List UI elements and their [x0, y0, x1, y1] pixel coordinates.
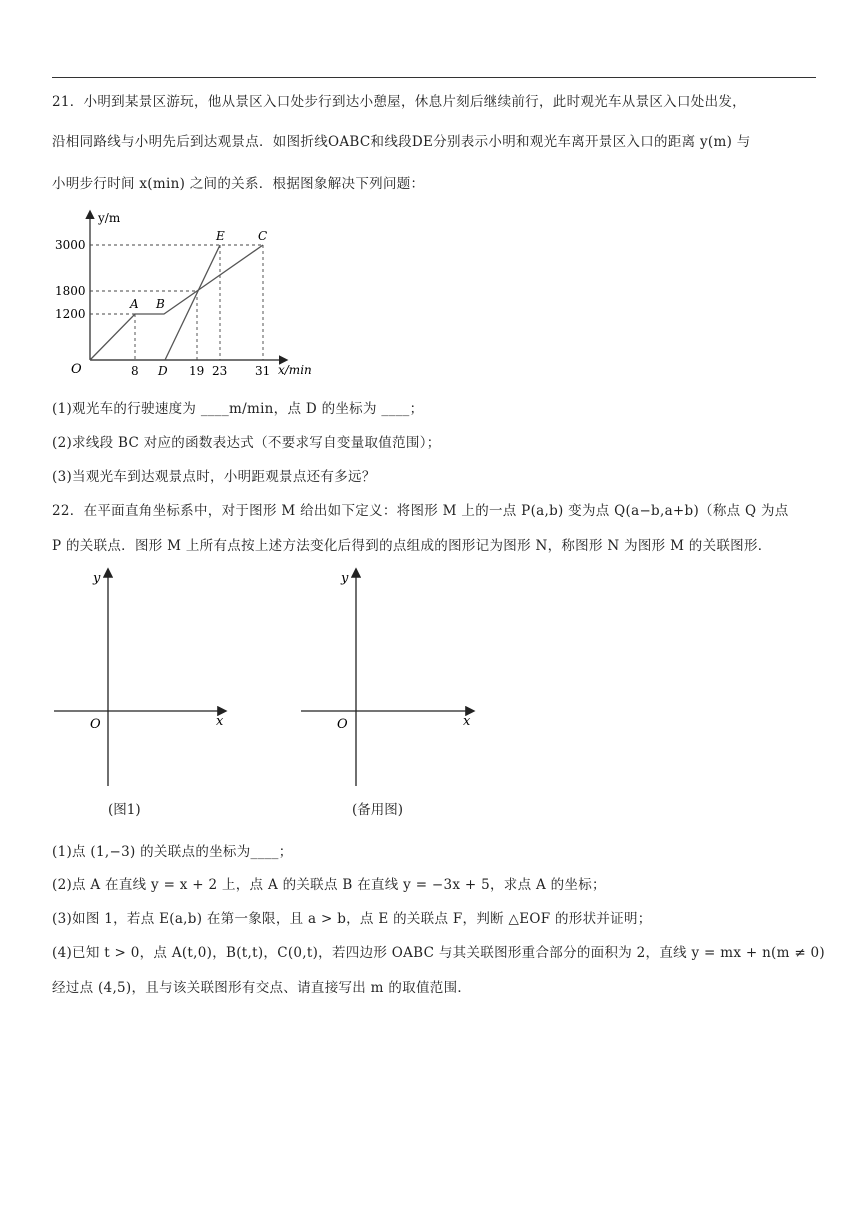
q22-sub-5: 经过点 (4,5)，且与该关联图形有交点、请直接写出 m 的取值范围． — [52, 980, 472, 996]
point-E-label: E — [216, 229, 225, 243]
y-axis-label: y/m — [98, 211, 121, 225]
x-axis-label: x/min — [278, 363, 312, 377]
point-B-label: B — [156, 297, 165, 311]
origin-label: O — [71, 362, 82, 377]
fig1-origin: O — [90, 717, 101, 732]
point-C-label: C — [258, 229, 268, 243]
y-tick-3000: 3000 — [55, 238, 86, 252]
q21-sub-2: (2)求线段 BC 对应的函数表达式（不要求写自变量取值范围）； — [52, 435, 441, 451]
fig2-x-label: x — [463, 714, 471, 729]
point-A-label: A — [130, 297, 139, 311]
q22-sub-4: (4)已知 t > 0，点 A(t,0)，B(t,t)，C(0,t)，若四边形 OABC 与其关联图形重合部分的面积为 2，直线 y = mx + n(m ≠ 0) — [52, 945, 825, 961]
q21-graph — [50, 200, 340, 385]
x-tick-8: 8 — [131, 364, 139, 378]
fig2-caption: (备用图) — [352, 802, 404, 818]
q22-sub-3: (3)如图 1，若点 E(a,b) 在第一象限，且 a > b，点 E 的关联点 F，判断 △EOF 的形状并证明； — [52, 911, 652, 927]
q22-figure-2 — [296, 560, 486, 795]
fig1-caption: (图1) — [108, 802, 141, 818]
q22-figure-1 — [48, 560, 238, 795]
x-tick-23: 23 — [212, 364, 228, 378]
fig1-y-label: y — [93, 571, 101, 586]
top-rule — [52, 77, 816, 78]
q22-line-2: P 的关联点．图形 M 上所有点按上述方法变化后得到的点组成的图形记为图形 N，称图形 N 为图形 M 的关联图形． — [52, 538, 772, 554]
q21-sub-3: (3)当观光车到达观景点时，小明距观景点还有多远？ — [52, 469, 376, 485]
y-tick-1200: 1200 — [55, 307, 86, 321]
y-tick-1800: 1800 — [55, 284, 86, 298]
q21-line-2: 沿相同路线与小明先后到达观景点．如图折线OABC和线段DE分别表示小明和观光车离开景区入口的距离 y(m) 与 — [52, 134, 751, 150]
fig2-origin: O — [337, 717, 348, 732]
q21-line-3: 小明步行时间 x(min) 之间的关系．根据图象解决下列问题： — [52, 176, 425, 192]
x-tick-31: 31 — [255, 364, 271, 378]
fig1-x-label: x — [216, 714, 224, 729]
q21-line-1: 21．小明到某景区游玩，他从景区入口处步行到达小憩屋，休息片刻后继续前行，此时观光车从景区入口处出发， — [52, 94, 746, 110]
path-OABC — [90, 245, 263, 360]
q21-sub-1: (1)观光车的行驶速度为 ____m/min，点 D 的坐标为 ____； — [52, 401, 424, 417]
q22-sub-1: (1)点 (1,−3) 的关联点的坐标为____； — [52, 844, 293, 860]
x-tick-D: D — [158, 364, 168, 378]
q22-line-1: 22．在平面直角坐标系中，对于图形 M 给出如下定义：将图形 M 上的一点 P(a,b) 变为点 Q(a−b,a+b)（称点 Q 为点 — [52, 503, 789, 519]
segment-DE — [165, 245, 220, 360]
fig2-y-label: y — [341, 571, 349, 586]
q22-sub-2: (2)点 A 在直线 y = x + 2 上，点 A 的关联点 B 在直线 y = −3x + 5，求点 A 的坐标； — [52, 877, 606, 893]
x-tick-19: 19 — [189, 364, 205, 378]
